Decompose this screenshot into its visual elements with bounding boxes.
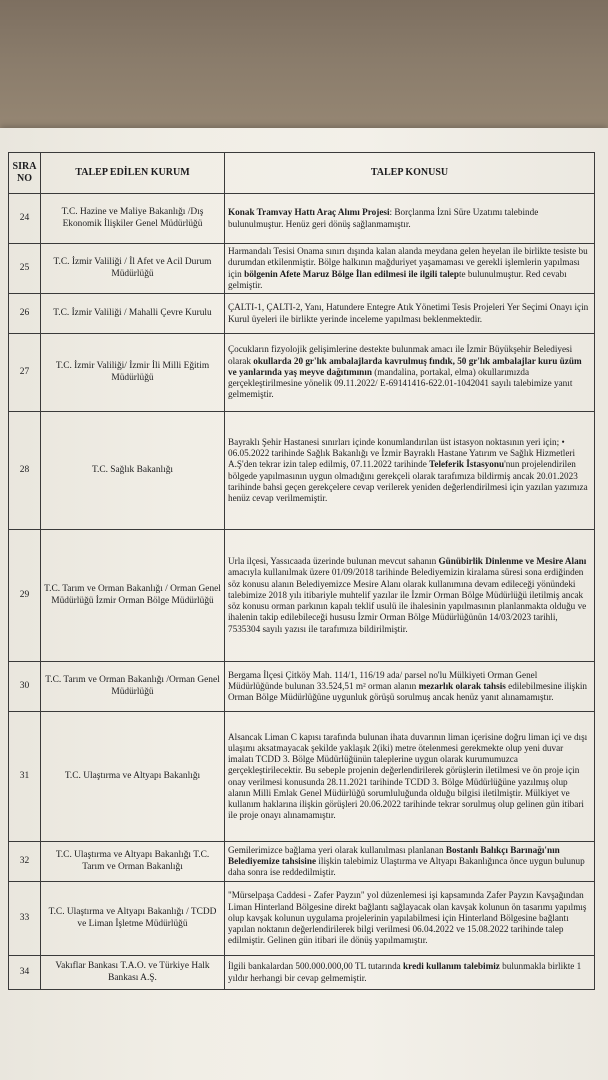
table-row: [9, 244, 595, 294]
row-institution: T.C. Ulaştırma ve Altyapı Bakanlığı T.C. Tarım ve Orman Bakanlığı: [41, 842, 225, 882]
row-subject: [225, 412, 595, 530]
row-institution: T.C. İzmir Valiliği / İl Afet ve Acil Durum Müdürlüğü: [41, 244, 225, 294]
subject-bold-text: Bostanlı Balıkçı Barınağı'nın Belediyemize tahsisine: [228, 844, 560, 866]
row-institution: T.C. İzmir Valiliği / Mahalli Çevre Kurulu: [41, 294, 225, 334]
subject-text: amacıyla kullanılmak üzere 01/09/2018 tarihinde Belediyemizin kiralama süresi sona erdiğinden söz konusu alanın Belediyemizce Mesire Alanı olarak kullanımına devam edileceği yönündeki talebimize 2018 yılı itibariyle muhtelif yazılar ile İzmir Orman Bölge Müdürlüğü iletilmiş ancak söz konusu orman parkının kapalı teklif usulü ile ihalesinin yapılmasının planlanmakta olduğu ve ihalenin takip edilebileceği hususu İzmir Orman Bölge Müdürlüğünün 14/03/2023 tarihli, 7535304 sayılı yazısı ile tarafımıza bildirilmiştir.: [228, 567, 587, 634]
row-subject: [225, 842, 595, 882]
subject-text: "Mürselpaşa Caddesi - Zafer Payzın" yol düzenlemesi işi kapsamında Zafer Payzın Kavşağından Liman Hinterland Bölgesine direkt bağlantı sağlayacak olan kavşak kolunun ön tasarımı yapılmış olup kavşak kolunun uygulama projelerinin yapılabilmesi için Hinterland Bölgesine bağlantı yapılan noktanın değerlendirilerek bilgi verilmesi 06.04.2022 ve 15.08.2022 tarihinde talep edilmiştir. Gelinen gün itibari ile dönüş yapılmamıştır.: [228, 890, 587, 946]
subject-text: ÇALTI-1, ÇALTI-2, Yanı, Hatundere Entegre Atık Yönetimi Tesis Projeleri Yer Seçimi Onayı için Kurul üyeleri ile birlikte yerinde inceleme yapılması beklenmektedir.: [228, 302, 589, 324]
subject-text: (mandalina, portakal, elma) okullarımızda gerçekleştirilmesine yönelik 09.11.2022/ E-69141416-622.01-1042041 sayılı talebimize yanıt gelmemiştir.: [228, 366, 573, 400]
subject-bold-text: mezarlık olarak tahsis: [418, 680, 506, 691]
row-subject: [225, 712, 595, 842]
subject-text: Alsancak Liman C kapısı tarafında bulunan ihata duvarının liman içerisine doğru liman içi ve dışı ulaşımı aksatmayacak şekilde yaklaşık 2(iki) metre ötelenmesi gerekmekte olup yeni duvar imalatı TCDD 3. Bölge Müdürlüğünün taleplerine uygun olarak kurumumuzca gerçekleştirilecektir. Bu sebeple projenin değerlendirilerek görüşlerin iletilmesi ve ön proje için onay verilmesi konusunda 28.11.2021 tarihinde TCDD 3. Bölge Müdürlüğüne yazılmış olup alanın Milli Emlak Genel Müdürlüğü sorumluluğunda olduğu bilgisi iletilmiştir. Mülkiyet ve kullanım haklarına ilişkin görüşleri 20.06.2022 tarihinde tekrar sorulmuş olup gelinen gün itibari ile proje onayı alınamamıştır.: [228, 731, 588, 821]
row-subject: [225, 334, 595, 412]
row-number: 27: [9, 334, 41, 412]
row-subject: [225, 530, 595, 662]
row-number: 30: [9, 662, 41, 712]
subject-bold-text: Teleferik İstasyonu: [429, 459, 505, 470]
subject-text: Çocukların fizyolojik gelişimlerine destekte bulunmak amacı ile İzmir Büyükşehir Belediyesi olarak: [228, 344, 573, 366]
row-subject: [225, 662, 595, 712]
header-subject: TALEP KONUSU: [225, 153, 595, 194]
table-row: [9, 882, 595, 956]
subject-text: İlgili bankalardan 500.000.000,00 TL tutarında: [228, 961, 404, 972]
subject-text: ilişkin talebimiz Ulaştırma ve Altyapı Bakanlığınca önce uygun bulunup daha sonra ise reddedilmiştir.: [228, 855, 585, 878]
row-institution: T.C. Hazine ve Maliye Bakanlığı /Dış Ekonomik İlişkiler Genel Müdürlüğü: [41, 194, 225, 244]
row-subject: [225, 194, 595, 244]
row-number: 26: [9, 294, 41, 334]
table-row: [9, 194, 595, 244]
subject-text: te bulunulmuştur. Red cevabı gelmiştir.: [228, 268, 567, 290]
row-institution: T.C. İzmir Valiliği/ İzmir İli Milli Eğitim Müdürlüğü: [41, 334, 225, 412]
row-institution: T.C. Tarım ve Orman Bakanlığı / Orman Genel Müdürlüğü İzmir Orman Bölge Müdürlüğü: [41, 530, 225, 662]
table-row: [9, 842, 595, 882]
row-number: 33: [9, 882, 41, 956]
row-number: 34: [9, 956, 41, 990]
row-subject: [225, 244, 595, 294]
subject-bold-text: Günübirlik Dinlenme ve Mesire Alanı: [438, 556, 587, 567]
row-number: 31: [9, 712, 41, 842]
table-row: [9, 662, 595, 712]
row-subject: [225, 956, 595, 990]
header-no: SIRA NO: [9, 153, 41, 194]
row-number: 28: [9, 412, 41, 530]
subject-bold-text: kredi kullanım talebimiz: [403, 961, 500, 972]
subject-text: Bergama İlçesi Çitköy Mah. 114/1, 116/19 ada/ parsel no'lu Mülkiyeti Orman Genel Müdürlüğünde bulunan 33.524,51 m² orman alanın: [228, 669, 538, 691]
row-number: 29: [9, 530, 41, 662]
subject-text: Bayraklı Şehir Hastanesi sınırları içinde konumlandırılan üst istasyon noktasının yeri için; • 06.05.2022 tarihinde Sağlık Bakanlığı ve İzmir Bayraklı Hastane Yatırım ve Sağlık Hizmetleri A.Ş'den tekrar izin talep edilmiş, 07.11.2022 tarihinde: [228, 436, 576, 470]
row-subject: [225, 294, 595, 334]
subject-text: bulunmakla birlikte 1 yıldır herhangi bir cevap gelmemiştir.: [228, 961, 582, 983]
row-number: 25: [9, 244, 41, 294]
subject-text: 'nun projelendirilen bölgede yapılmasının uygun olmadığını gerekçeli olarak tarafımıza bildirmiş ancak 20.01.2023 tarihinde bahsi geçen gerekçelere cevap verilerek yeniden değerlendirilmesi için yazılan yazımıza henüz cevap verilmemiştir.: [228, 459, 588, 503]
row-number: 32: [9, 842, 41, 882]
header-institution: TALEP EDİLEN KURUM: [41, 153, 225, 194]
subject-text: Harmandalı Tesisi Onama sınırı dışında kalan alanda meydana gelen heyelan ile birlikte tesiste bu durumdan etkilenmiştir. Bölge halkının mağduriyet yaşamaması ve gerekli işlemlerin yapılması için: [228, 246, 588, 279]
table-row: [9, 956, 595, 990]
table-row: [9, 294, 595, 334]
row-number: 24: [9, 194, 41, 244]
row-institution: T.C. Ulaştırma ve Altyapı Bakanlığı / TCDD ve Liman İşletme Müdürlüğü: [41, 882, 225, 956]
table-body: [9, 194, 595, 990]
subject-bold-text: okullarda 20 gr'lık ambalajlarda kavrulmuş fındık, 50 gr'lık ambalajlar kuru üzüm ve yanlarında yaş meyve dağıtımının: [228, 355, 582, 377]
subject-text: Urla ilçesi, Yassıcaada üzerinde bulunan mevcut sahanın: [228, 556, 439, 567]
request-table: [8, 152, 595, 990]
table-row: [9, 412, 595, 530]
subject-text: : Borçlanma İzni Süre Uzatımı talebinde bulunulmuştur. Henüz geri dönüş sağlanmamıştır.: [228, 207, 539, 229]
subject-text: edilebilmesine ilişkin Orman Bölge Müdürlüğüne uygunluk görüşü sorulmuş ancak henüz yanıt alınamamıştır.: [228, 680, 587, 703]
row-institution: T.C. Tarım ve Orman Bakanlığı /Orman Genel Müdürlüğü: [41, 662, 225, 712]
subject-bold-text: Konak Tramvay Hattı Araç Alımı Projesi: [228, 207, 390, 218]
row-institution: T.C. Sağlık Bakanlığı: [41, 412, 225, 530]
row-subject: [225, 882, 595, 956]
table-row: [9, 712, 595, 842]
subject-bold-text: bölgenin Afete Maruz Bölge İlan edilmesi ile ilgili talep: [244, 268, 459, 279]
table-header-row: [9, 153, 595, 194]
row-institution: T.C. Ulaştırma ve Altyapı Bakanlığı: [41, 712, 225, 842]
table-row: [9, 530, 595, 662]
table-row: [9, 334, 595, 412]
subject-text: Gemilerimizce bağlama yeri olarak kullanılması planlanan: [228, 844, 446, 855]
row-institution: Vakıflar Bankası T.A.O. ve Türkiye Halk Bankası A.Ş.: [41, 956, 225, 990]
document-page: [0, 128, 608, 1080]
